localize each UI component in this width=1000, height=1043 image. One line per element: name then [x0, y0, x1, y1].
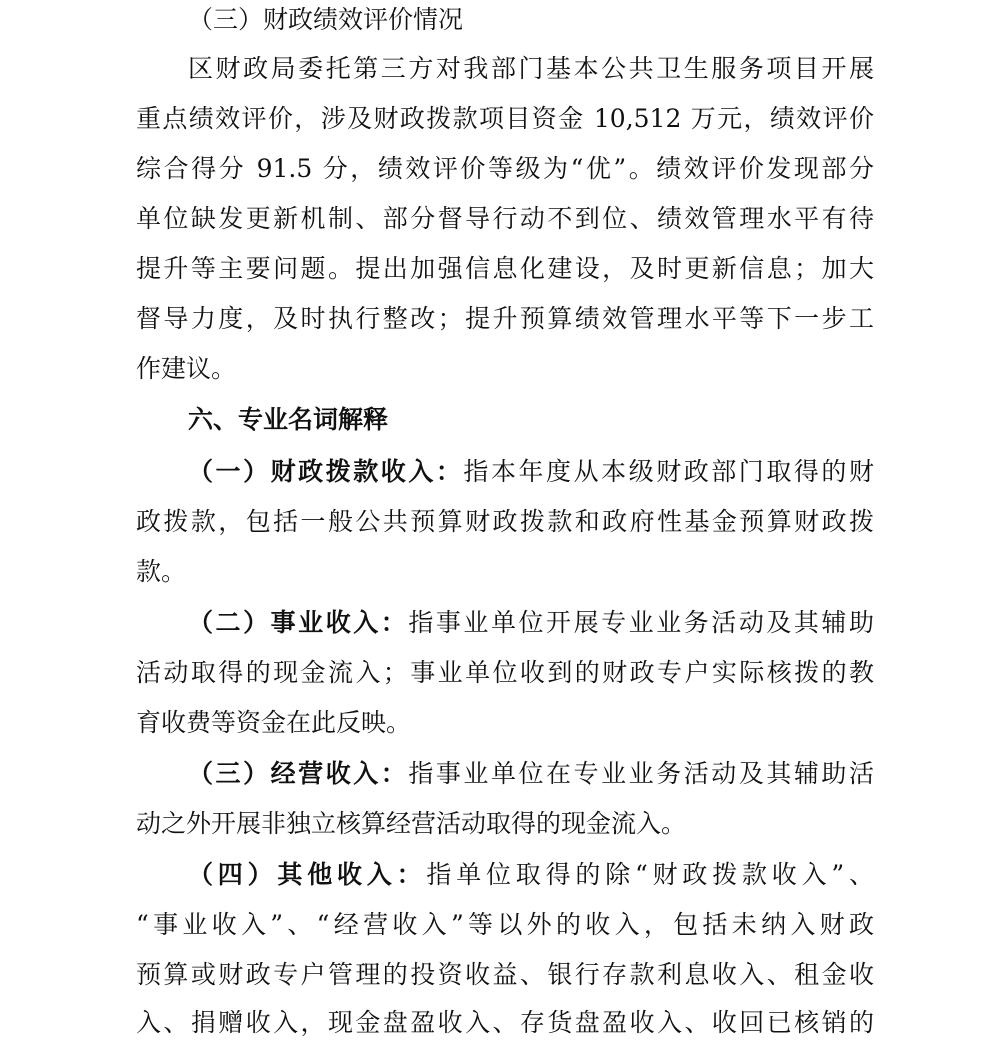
- paragraph-line: 重点绩效评价，涉及财政拨款项目资金 10,512 万元，绩效评价: [136, 104, 874, 133]
- glossary-line: 政拨款，包括一般公共预算财政拨款和政府性基金预算财政拨: [136, 507, 874, 536]
- glossary-line: 育收费等资金在此反映。: [136, 708, 412, 737]
- glossary-definition: 指事业单位开展专业业务活动及其辅助: [408, 608, 874, 637]
- paragraph-line: 提升等主要问题。提出加强信息化建设，及时更新信息；加大: [136, 254, 874, 283]
- glossary-item-first-line: [188, 855, 874, 895]
- glossary-term: （四）其他收入：: [188, 860, 427, 889]
- glossary-line: 款。: [136, 557, 187, 586]
- glossary-definition: 指单位取得的除“财政拨款收入”、: [426, 860, 874, 889]
- section-heading-glossary: 六、专业名词解释: [188, 405, 389, 434]
- glossary-line: 入、捐赠收入，现金盘盈收入、存货盘盈收入、收回已核销的: [136, 1008, 874, 1037]
- paragraph-line: 督导力度，及时执行整改；提升预算绩效管理水平等下一步工: [136, 304, 874, 333]
- glossary-item-first-line: [188, 754, 874, 794]
- glossary-item-first-line: [188, 452, 874, 492]
- glossary-line: 活动取得的现金流入；事业单位收到的财政专户实际核拨的教: [136, 658, 874, 687]
- glossary-line: 动之外开展非独立核算经营活动取得的现金流入。: [136, 809, 687, 838]
- glossary-term: （三）经营收入：: [188, 759, 409, 788]
- paragraph-line: 区财政局委托第三方对我部门基本公共卫生服务项目开展: [188, 54, 874, 83]
- glossary-definition: 指本年度从本级财政部门取得的财: [463, 457, 874, 486]
- glossary-item-first-line: [188, 603, 874, 643]
- glossary-definition: 指事业单位在专业业务活动及其辅助活: [408, 759, 874, 788]
- paragraph-line: 综合得分 91.5 分，绩效评价等级为“优”。绩效评价发现部分: [136, 154, 874, 183]
- paragraph-line: 单位缺发更新机制、部分督导行动不到位、绩效管理水平有待: [136, 204, 874, 233]
- glossary-line: 预算或财政专户管理的投资收益、银行存款利息收入、租金收: [136, 960, 874, 989]
- glossary-line: “事业收入”、“经营收入”等以外的收入，包括未纳入财政: [136, 910, 874, 939]
- paragraph-line: 作建议。: [136, 354, 237, 383]
- subsection-heading-performance-evaluation: （三）财政绩效评价情况: [188, 5, 464, 34]
- glossary-term: （一）财政拨款收入：: [188, 457, 464, 486]
- glossary-term: （二）事业收入：: [188, 608, 409, 637]
